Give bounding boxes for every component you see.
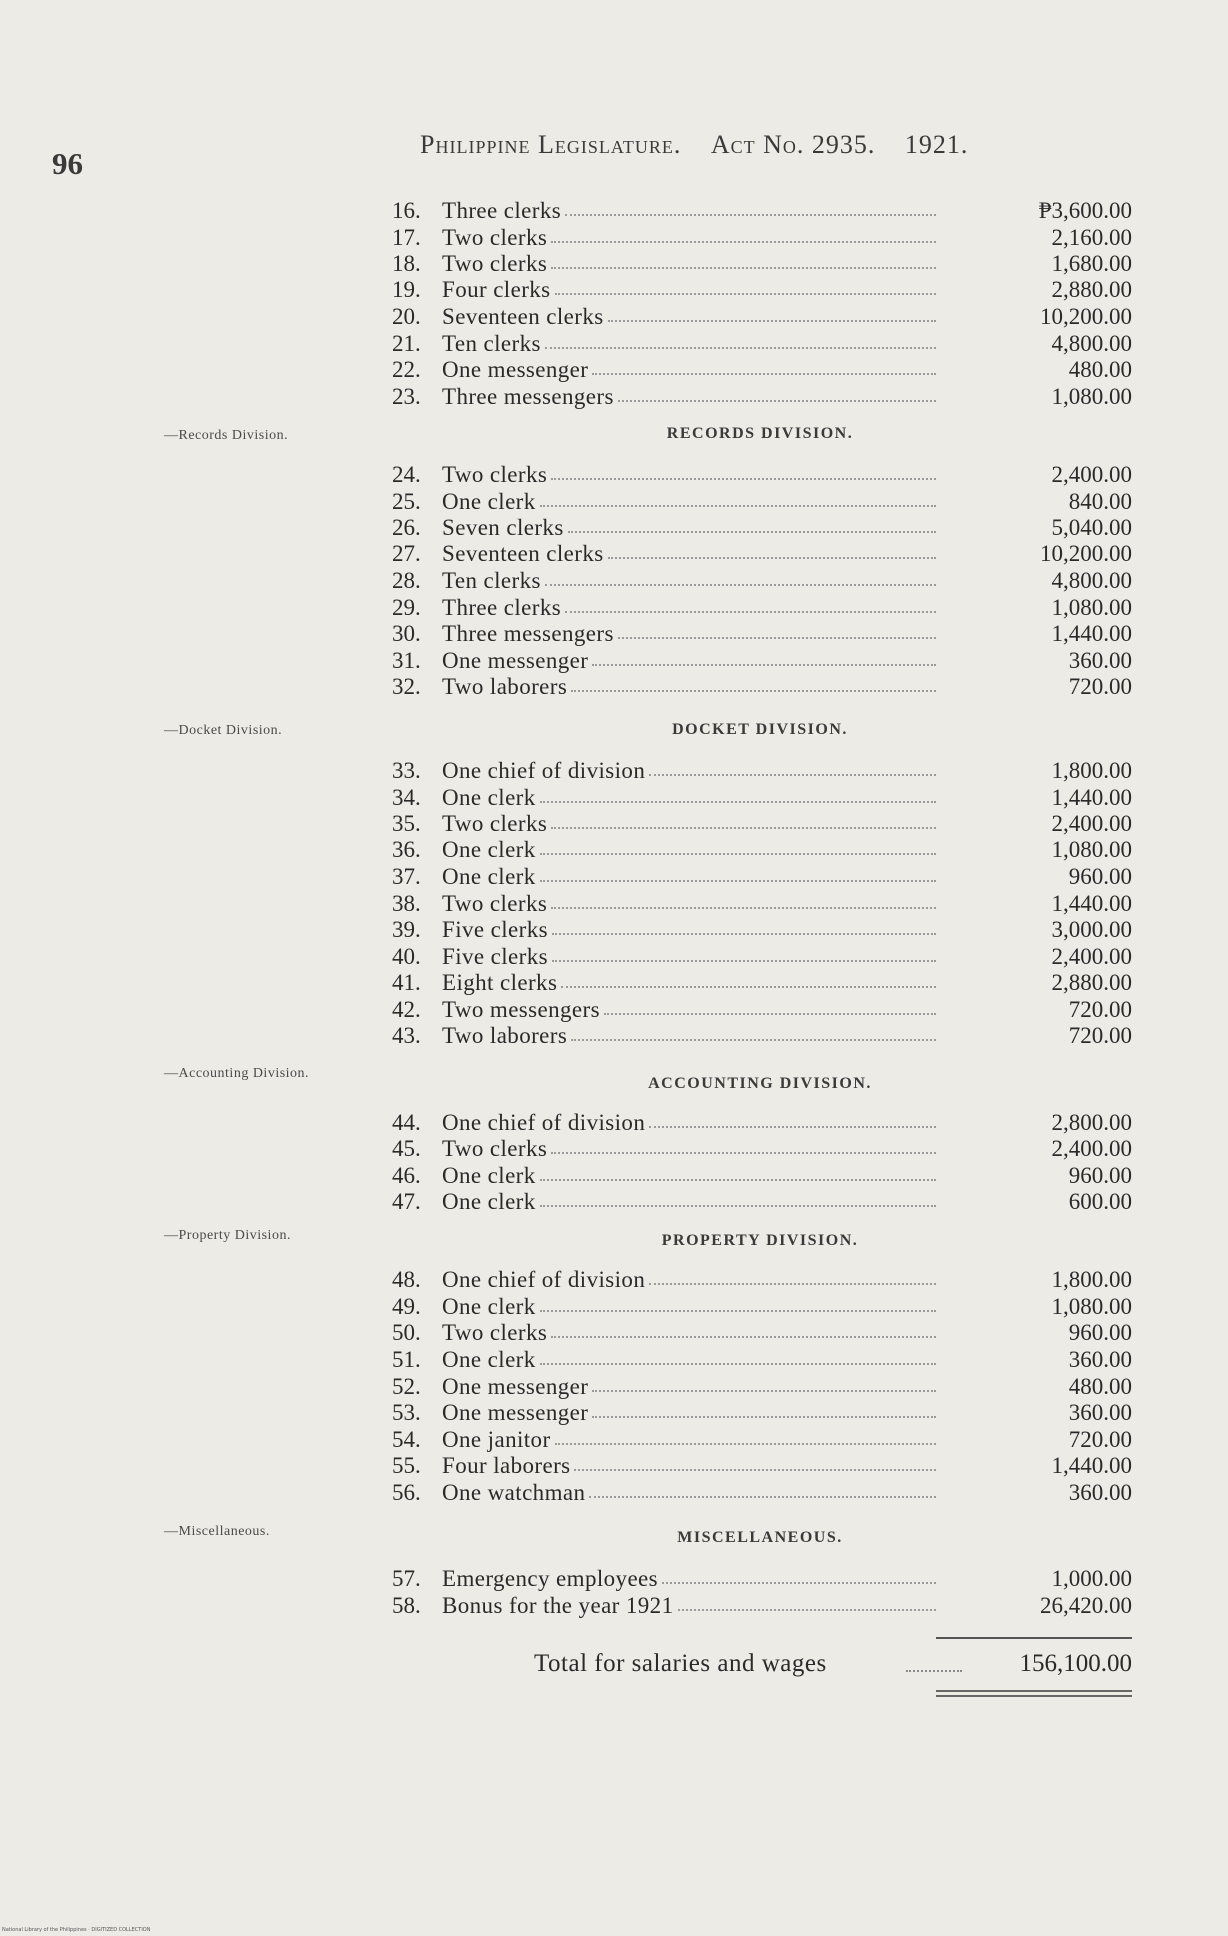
item-number: 54. <box>392 1427 421 1452</box>
line-item <box>392 197 1132 224</box>
line-item <box>392 250 1132 277</box>
item-description: Two clerks <box>442 462 548 487</box>
margin-note: —Docket Division. <box>164 723 283 738</box>
item-amount: 1,080.00 <box>1051 595 1132 620</box>
item-description: Bonus for the year 1921 <box>442 1593 674 1618</box>
item-description: Five clerks <box>442 944 548 969</box>
item-amount: 720.00 <box>1068 1427 1132 1452</box>
item-amount: 360.00 <box>1068 1400 1132 1425</box>
item-number: 49. <box>392 1294 421 1319</box>
line-item <box>392 224 1132 251</box>
item-description: One chief of division <box>442 1110 646 1135</box>
item-number: 18. <box>392 251 421 276</box>
item-description: Seventeen clerks <box>442 304 604 329</box>
item-number: 57. <box>392 1566 421 1591</box>
item-number: 31. <box>392 648 421 673</box>
line-item <box>392 330 1132 357</box>
line-item <box>392 996 1132 1023</box>
line-item <box>392 836 1132 863</box>
item-description: Emergency employees <box>442 1566 659 1591</box>
item-description: One clerk <box>442 785 536 810</box>
dot-leader <box>552 960 936 962</box>
item-amount: 1,800.00 <box>1051 758 1132 783</box>
item-number: 47. <box>392 1189 421 1214</box>
line-item <box>392 890 1132 917</box>
line-item <box>392 1373 1132 1400</box>
item-amount: 720.00 <box>1068 674 1132 699</box>
line-item <box>392 1346 1132 1373</box>
item-amount: 2,880.00 <box>1051 970 1132 995</box>
dot-leader <box>592 664 936 666</box>
dot-leader <box>551 267 936 269</box>
item-number: 43. <box>392 1023 421 1048</box>
item-description: Two clerks <box>442 1136 548 1161</box>
item-number: 40. <box>392 944 421 969</box>
section-heading: MISCELLANEOUS. <box>677 1529 843 1546</box>
line-item <box>392 784 1132 811</box>
line-item <box>392 356 1132 383</box>
item-number: 55. <box>392 1453 421 1478</box>
item-description: Three clerks <box>442 595 562 620</box>
item-number: 34. <box>392 785 421 810</box>
line-item <box>392 1135 1132 1162</box>
item-amount: 960.00 <box>1068 1163 1132 1188</box>
item-number: 20. <box>392 304 421 329</box>
item-number: 46. <box>392 1163 421 1188</box>
item-amount: ₱3,600.00 <box>1038 198 1132 223</box>
item-number: 41. <box>392 970 421 995</box>
item-number: 52. <box>392 1374 421 1399</box>
item-description: One watchman <box>442 1480 586 1505</box>
line-item <box>392 810 1132 837</box>
section-heading: RECORDS DIVISION. <box>666 425 854 442</box>
dot-leader <box>540 1205 936 1207</box>
line-item <box>392 1452 1132 1479</box>
item-amount: 2,400.00 <box>1051 944 1132 969</box>
item-description: One chief of division <box>442 1267 646 1292</box>
line-item <box>392 1162 1132 1189</box>
item-description: Two clerks <box>442 811 548 836</box>
item-description: One clerk <box>442 1189 536 1214</box>
dot-leader <box>649 1283 936 1285</box>
dot-leader <box>552 933 936 935</box>
item-description: Three messengers <box>442 384 614 409</box>
item-amount: 4,800.00 <box>1051 568 1132 593</box>
margin-note: —Miscellaneous. <box>164 1524 270 1539</box>
dot-leader <box>561 986 936 988</box>
item-number: 25. <box>392 489 421 514</box>
line-item <box>392 276 1132 303</box>
item-description: Two clerks <box>442 225 548 250</box>
item-amount: 1,800.00 <box>1051 1267 1132 1292</box>
item-number: 51. <box>392 1347 421 1372</box>
item-description: One clerk <box>442 489 536 514</box>
line-item <box>392 943 1132 970</box>
line-item <box>392 488 1132 515</box>
line-item <box>392 863 1132 890</box>
page-number: 96 <box>52 146 83 181</box>
dot-leader <box>678 1609 936 1611</box>
item-number: 36. <box>392 837 421 862</box>
item-number: 45. <box>392 1136 421 1161</box>
item-amount: 480.00 <box>1068 1374 1132 1399</box>
item-number: 23. <box>392 384 421 409</box>
item-description: Seven clerks <box>442 515 564 540</box>
item-number: 28. <box>392 568 421 593</box>
total-row <box>534 1649 1132 1679</box>
item-amount: 720.00 <box>1068 1023 1132 1048</box>
item-description: One chief of division <box>442 758 646 783</box>
item-description: Four laborers <box>442 1453 571 1478</box>
item-description: One messenger <box>442 357 589 382</box>
item-amount: 1,080.00 <box>1051 384 1132 409</box>
total-double-rule <box>936 1690 1132 1697</box>
item-amount: 360.00 <box>1068 1347 1132 1372</box>
item-amount: 1,440.00 <box>1051 1453 1132 1478</box>
dot-leader <box>649 1126 936 1128</box>
item-number: 21. <box>392 331 421 356</box>
item-description: One clerk <box>442 837 536 862</box>
item-amount: 10,200.00 <box>1040 541 1132 566</box>
dot-leader <box>540 505 936 507</box>
total-amount: 156,100.00 <box>1019 1650 1132 1677</box>
dot-leader <box>608 557 936 559</box>
item-description: One clerk <box>442 1294 536 1319</box>
line-item <box>392 514 1132 541</box>
item-description: Two clerks <box>442 1320 548 1345</box>
item-number: 29. <box>392 595 421 620</box>
dot-leader <box>555 1443 936 1445</box>
dot-leader <box>589 1496 936 1498</box>
item-number: 44. <box>392 1110 421 1135</box>
item-description: Three clerks <box>442 198 562 223</box>
dot-leader <box>608 320 936 322</box>
dot-leader <box>540 1363 936 1365</box>
dot-leader <box>571 1039 936 1041</box>
item-description: One messenger <box>442 648 589 673</box>
line-item <box>392 969 1132 996</box>
dot-leader <box>662 1582 936 1584</box>
running-head-title: Philippine Legislature. <box>420 130 682 159</box>
dot-leader <box>540 1310 936 1312</box>
item-number: 53. <box>392 1400 421 1425</box>
dot-leader <box>551 241 936 243</box>
item-number: 19. <box>392 277 421 302</box>
item-amount: 1,080.00 <box>1051 1294 1132 1319</box>
item-number: 38. <box>392 891 421 916</box>
item-description: One janitor <box>442 1427 551 1452</box>
item-description: Seventeen clerks <box>442 541 604 566</box>
dot-leader <box>571 690 936 692</box>
item-amount: 2,160.00 <box>1051 225 1132 250</box>
item-number: 32. <box>392 674 421 699</box>
dot-leader <box>551 827 936 829</box>
item-amount: 960.00 <box>1068 864 1132 889</box>
item-description: Eight clerks <box>442 970 558 995</box>
item-number: 50. <box>392 1320 421 1345</box>
item-amount: 2,400.00 <box>1051 462 1132 487</box>
dot-leader <box>592 373 936 375</box>
dot-leader <box>540 1179 936 1181</box>
dot-leader <box>551 478 936 480</box>
item-number: 56. <box>392 1480 421 1505</box>
item-number: 42. <box>392 997 421 1022</box>
dot-leader <box>551 907 936 909</box>
item-number: 39. <box>392 917 421 942</box>
item-amount: 600.00 <box>1068 1189 1132 1214</box>
line-item <box>392 757 1132 784</box>
dot-leader <box>565 611 936 613</box>
line-item <box>392 1022 1132 1049</box>
item-amount: 480.00 <box>1068 357 1132 382</box>
item-amount: 1,680.00 <box>1051 251 1132 276</box>
item-amount: 2,880.00 <box>1051 277 1132 302</box>
item-description: Two clerks <box>442 891 548 916</box>
item-amount: 720.00 <box>1068 997 1132 1022</box>
section-heading: DOCKET DIVISION. <box>672 721 848 738</box>
item-description: Four clerks <box>442 277 551 302</box>
item-number: 35. <box>392 811 421 836</box>
line-item <box>392 916 1132 943</box>
running-head-act: Act No. 2935. <box>710 130 876 159</box>
line-item <box>392 1479 1132 1506</box>
total-rule <box>936 1637 1132 1639</box>
dot-leader <box>540 880 936 882</box>
dot-leader <box>545 584 936 586</box>
margin-note: —Accounting Division. <box>164 1066 310 1081</box>
line-item <box>392 1565 1132 1592</box>
item-amount: 1,440.00 <box>1051 785 1132 810</box>
item-number: 22. <box>392 357 421 382</box>
line-item <box>392 620 1132 647</box>
item-description: Ten clerks <box>442 568 541 593</box>
item-amount: 2,400.00 <box>1051 811 1132 836</box>
item-amount: 1,440.00 <box>1051 891 1132 916</box>
dot-leader <box>551 1152 936 1154</box>
dot-leader <box>540 853 936 855</box>
item-amount: 960.00 <box>1068 1320 1132 1345</box>
running-head-year: 1921. <box>904 130 969 159</box>
item-amount: 5,040.00 <box>1051 515 1132 540</box>
item-amount: 10,200.00 <box>1040 304 1132 329</box>
line-item <box>392 1293 1132 1320</box>
item-amount: 1,000.00 <box>1051 1566 1132 1591</box>
line-item <box>392 1426 1132 1453</box>
item-description: Two messengers <box>442 997 600 1022</box>
item-description: One clerk <box>442 1163 536 1188</box>
dot-leader <box>618 637 936 639</box>
line-item <box>392 1266 1132 1293</box>
dot-leader <box>574 1469 936 1471</box>
line-item <box>392 1592 1132 1619</box>
item-number: 26. <box>392 515 421 540</box>
item-description: Two laborers <box>442 674 568 699</box>
item-number: 24. <box>392 462 421 487</box>
item-amount: 360.00 <box>1068 1480 1132 1505</box>
item-number: 33. <box>392 758 421 783</box>
footer-note: National Library of the Philippines · DIGITIZED COLLECTION <box>2 1927 151 1933</box>
item-number: 30. <box>392 621 421 646</box>
line-item <box>392 1109 1132 1136</box>
item-description: One messenger <box>442 1374 589 1399</box>
item-description: One clerk <box>442 1347 536 1372</box>
running-head <box>420 130 968 160</box>
item-amount: 4,800.00 <box>1051 331 1132 356</box>
dot-leader <box>551 1336 936 1338</box>
line-item <box>392 1319 1132 1346</box>
line-item <box>392 461 1132 488</box>
item-amount: 1,440.00 <box>1051 621 1132 646</box>
margin-note: —Records Division. <box>164 428 289 443</box>
line-item <box>392 540 1132 567</box>
line-item <box>392 647 1132 674</box>
item-amount: 3,000.00 <box>1051 917 1132 942</box>
dot-leader <box>592 1416 936 1418</box>
item-description: One clerk <box>442 864 536 889</box>
item-number: 16. <box>392 198 421 223</box>
line-item <box>392 567 1132 594</box>
dot-leader <box>604 1013 936 1015</box>
item-amount: 360.00 <box>1068 648 1132 673</box>
item-amount: 1,080.00 <box>1051 837 1132 862</box>
item-number: 17. <box>392 225 421 250</box>
dot-leader <box>568 531 936 533</box>
margin-note: —Property Division. <box>164 1228 291 1243</box>
dot-leader <box>555 293 936 295</box>
item-description: Two clerks <box>442 251 548 276</box>
line-item <box>392 303 1132 330</box>
item-description: One messenger <box>442 1400 589 1425</box>
item-amount: 2,800.00 <box>1051 1110 1132 1135</box>
dot-leader <box>618 400 936 402</box>
item-number: 48. <box>392 1267 421 1292</box>
item-description: Ten clerks <box>442 331 541 356</box>
dot-leader <box>540 801 936 803</box>
item-description: Two laborers <box>442 1023 568 1048</box>
item-number: 58. <box>392 1593 421 1618</box>
line-item <box>392 1399 1132 1426</box>
dot-leader <box>545 347 936 349</box>
line-item <box>392 383 1132 410</box>
line-item <box>392 594 1132 621</box>
section-heading: ACCOUNTING DIVISION. <box>648 1075 872 1092</box>
item-amount: 26,420.00 <box>1040 1593 1132 1618</box>
total-leader <box>906 1670 962 1672</box>
item-number: 27. <box>392 541 421 566</box>
dot-leader <box>565 214 936 216</box>
item-description: Five clerks <box>442 917 548 942</box>
item-description: Three messengers <box>442 621 614 646</box>
total-label: Total for salaries and wages <box>534 1650 827 1677</box>
dot-leader <box>649 774 936 776</box>
item-number: 37. <box>392 864 421 889</box>
line-item <box>392 1188 1132 1215</box>
line-item <box>392 673 1132 700</box>
item-amount: 2,400.00 <box>1051 1136 1132 1161</box>
item-amount: 840.00 <box>1068 489 1132 514</box>
section-heading: PROPERTY DIVISION. <box>661 1232 859 1249</box>
dot-leader <box>592 1390 936 1392</box>
